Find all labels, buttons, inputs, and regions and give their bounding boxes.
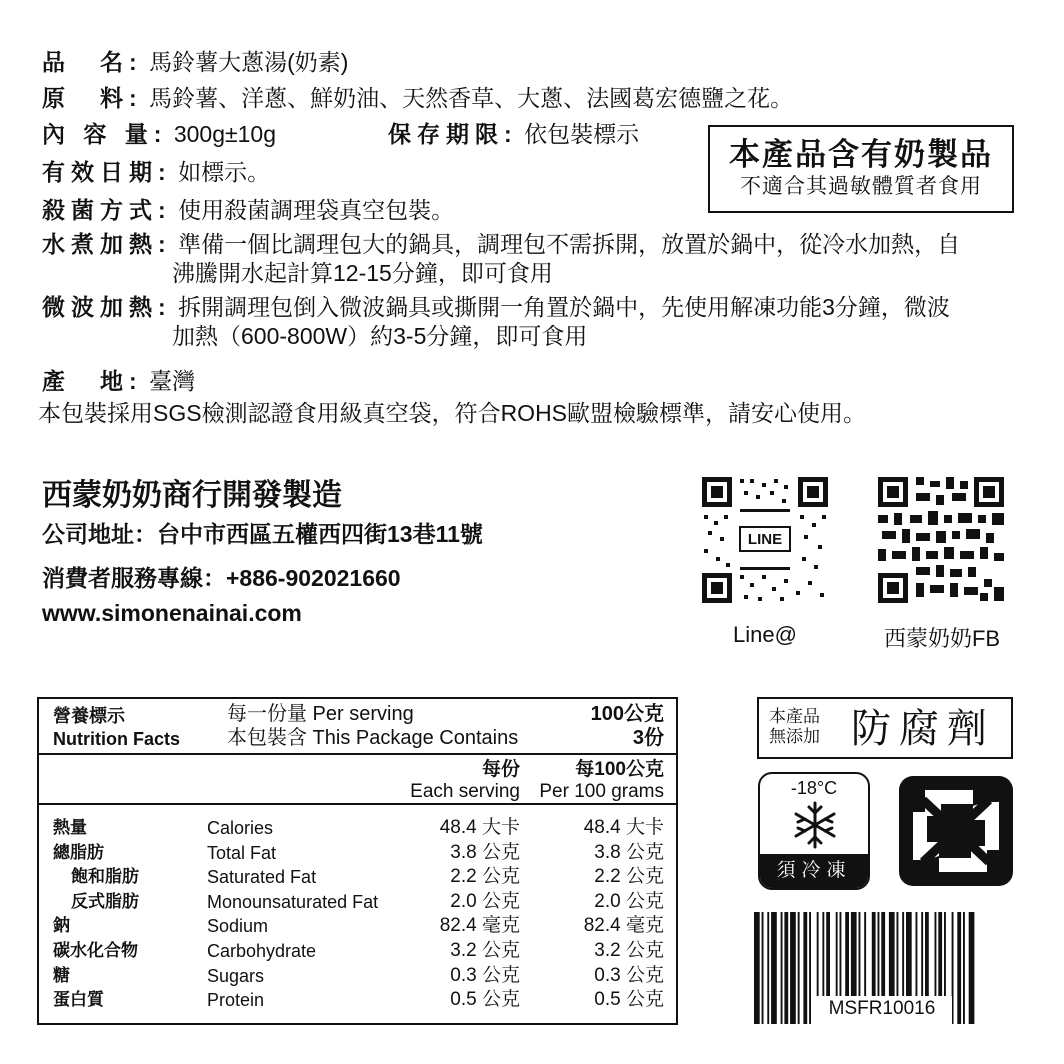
preservative-small-text: 本產品 無添加 [769, 707, 820, 746]
nutrient-name-en: Total Fat [207, 842, 277, 863]
nutrition-facts-table [37, 697, 678, 1025]
nutrient-per-serving: 82.4 毫克 [439, 915, 520, 937]
nutrient-name-en: Monounsaturated Fat [207, 891, 379, 912]
nutrient-per-serving: 3.8 公克 [450, 841, 520, 863]
allergy-warning-box [708, 125, 1014, 213]
serving-label: 每一份量 Per serving [227, 703, 414, 725]
nutrient-per-serving: 2.0 公克 [450, 890, 520, 912]
shelf-life-label: 保存期限: [388, 121, 518, 147]
contains-label: 本包裝含 This Package Contains [227, 727, 519, 749]
nutrition-title-zh: 營養標示 [53, 706, 125, 726]
frozen-temp: -18°C [790, 778, 838, 798]
nutrient-name-zh: 總脂肪 [53, 842, 104, 862]
serving-value: 100公克 [590, 703, 664, 725]
col-each-serving-zh: 每份 [481, 759, 520, 780]
boil-label: 水煮加熱: [42, 231, 172, 257]
nutrient-name-en: Carbohydrate [207, 941, 317, 961]
company-name: 西蒙奶奶商行開發製造 [42, 479, 342, 512]
origin-row [42, 366, 195, 396]
expiry-row [42, 157, 270, 187]
nutrient-per-100g: 3.2 公克 [594, 940, 664, 961]
contains-value: 3份 [632, 727, 664, 749]
shelf-life-row [388, 119, 639, 149]
product-name-value: 馬鈴薯大蔥湯(奶素) [149, 49, 349, 75]
microwave-value-1: 拆開調理包倒入微波鍋具或撕開一角置於鍋中，先使用解凍功能3分鐘，微波 [178, 294, 950, 320]
barcode-number: MSFR10016 [828, 998, 936, 1019]
shelf-life-value: 依包裝標示 [524, 121, 640, 147]
service-hotline: 消費者服務專線：+886-902021660 [42, 565, 401, 591]
origin-label: 產 地: [42, 368, 143, 394]
fb-qr-code[interactable] [876, 475, 1006, 605]
company-address: 公司地址：台中市西區五權西四街13巷11號 [42, 521, 483, 547]
col-per-100g-zh: 每100公克 [575, 759, 664, 780]
fb-caption: 西蒙奶奶FB [883, 626, 1001, 651]
nutrient-per-100g: 3.8 公克 [594, 841, 664, 863]
nutrient-per-100g: 2.0 公克 [594, 890, 664, 912]
col-per-100g-en: Per 100 grams [539, 781, 664, 802]
ingredients-label: 原 料: [42, 85, 143, 111]
nutrient-per-100g: 82.4 毫克 [583, 915, 664, 937]
nutrient-per-serving: 0.5 公克 [450, 989, 520, 1011]
nutrient-name-zh: 糖 [53, 965, 70, 985]
expiry-value: 如標示。 [178, 159, 271, 185]
nutrient-name-en: Calories [207, 818, 274, 838]
sterilize-label: 殺菌方式: [42, 197, 172, 223]
nutrient-name-en: Protein [207, 990, 265, 1011]
nutrient-per-100g: 0.5 公克 [594, 989, 664, 1011]
microwave-label: 微波加熱: [42, 294, 172, 320]
content-value: 300g±10g [173, 121, 277, 147]
nutrient-per-serving: 2.2 公克 [450, 866, 520, 888]
sterilize-value: 使用殺菌調理袋真空包裝。 [178, 197, 455, 223]
company-website[interactable]: www.simonenainai.com [42, 600, 302, 626]
line-caption: Line@ [733, 622, 797, 647]
allergy-line2: 不適合其過敏體質者食用 [740, 175, 982, 198]
nutrient-name-zh: 熱量 [53, 818, 87, 837]
boil-row [42, 229, 960, 259]
nutrient-name-en: Sodium [207, 916, 269, 937]
nutrition-divider-1 [39, 753, 676, 755]
nutrient-per-100g: 48.4 大卡 [583, 817, 664, 838]
nutrient-name-zh: 飽和脂肪 [71, 867, 139, 887]
snowflake-icon [790, 800, 840, 850]
nutrient-per-serving: 3.2 公克 [450, 940, 520, 961]
nutrient-name-en: Sugars [207, 965, 265, 986]
line-qr-center-text: LINE [747, 531, 783, 548]
boil-value-2: 沸騰開水起計算12-15分鐘，即可食用 [172, 260, 553, 286]
ingredients-row [42, 83, 793, 113]
nutrient-per-serving: 48.4 大卡 [439, 817, 520, 838]
package-note: 本包裝採用SGS檢測認證食用級真空袋，符合ROHS歐盟檢驗標準，請安心使用。 [38, 400, 867, 426]
nutrient-name-en: Saturated Fat [207, 867, 317, 888]
nutrient-name-zh: 鈉 [53, 916, 70, 936]
microwave-value-2: 加熱（600-800W）約3-5分鐘，即可食用 [172, 323, 588, 349]
nutrient-name-zh: 蛋白質 [53, 990, 104, 1010]
expiry-label: 有效日期: [42, 159, 172, 185]
nutrient-name-zh: 碳水化合物 [53, 941, 138, 960]
allergy-line1: 本產品含有奶製品 [729, 137, 993, 172]
nutrient-name-zh: 反式脂肪 [71, 891, 139, 911]
col-each-serving-en: Each serving [410, 781, 520, 802]
frozen-badge [758, 772, 870, 890]
microwave-row [42, 292, 950, 322]
content-row [42, 119, 276, 149]
frozen-label: 須冷凍 [760, 854, 868, 888]
preservative-free-box [757, 697, 1013, 759]
nutrition-title-en: Nutrition Facts [53, 729, 181, 749]
product-name-row [42, 47, 348, 77]
origin-value: 臺灣 [149, 368, 196, 394]
nutrient-per-100g: 2.2 公克 [594, 866, 664, 888]
product-name-label: 品 名: [42, 49, 143, 75]
nutrition-divider-2 [39, 803, 676, 805]
nutrient-per-100g: 0.3 公克 [594, 964, 664, 986]
sterilize-row [42, 195, 454, 225]
nutrient-per-serving: 0.3 公克 [450, 964, 520, 986]
boil-value-1: 準備一個比調理包大的鍋具，調理包不需拆開，放置於鍋中，從冷水加熱，自 [178, 231, 961, 257]
preservative-big-text: 防腐劑 [851, 707, 995, 751]
content-label: 內 容 量: [42, 121, 168, 147]
recycle-icon [895, 772, 1017, 890]
ingredients-value: 馬鈴薯、洋蔥、鮮奶油、天然香草、大蔥、法國葛宏德鹽之花。 [149, 85, 794, 111]
